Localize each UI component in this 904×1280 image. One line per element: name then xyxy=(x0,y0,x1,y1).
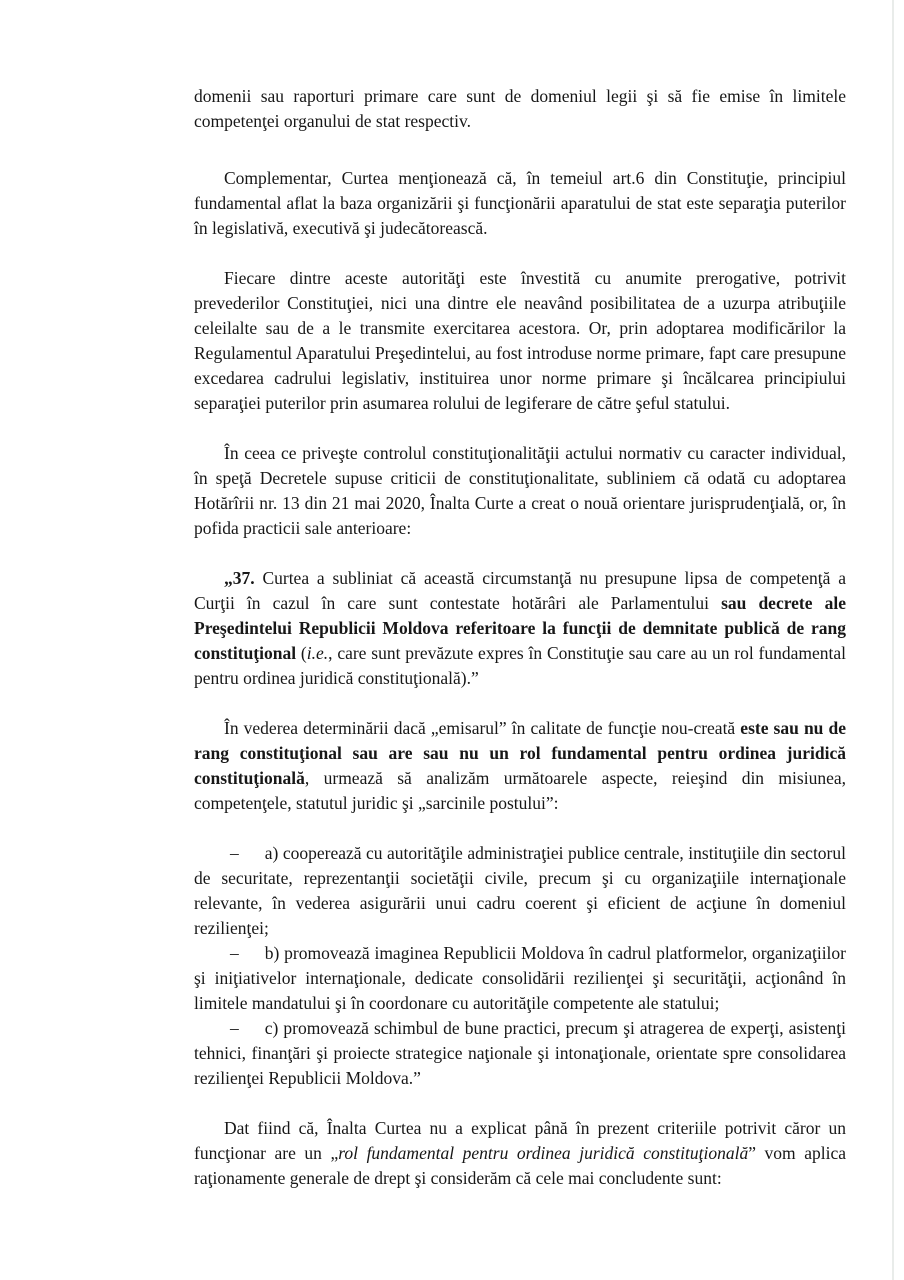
paragraph-dat-fiind xyxy=(194,1116,846,1191)
text-run: În vederea determinării dacă „emisarul” în calitate de funcţie nou-creată xyxy=(224,718,741,738)
paragraph-emisarul xyxy=(194,716,846,816)
paragraph-fiecare-autoritate xyxy=(194,266,846,416)
text-run: , care sunt prevăzute expres în Constituţie sau care au un rol fundamental pentru ordinea juridică constituţională).” xyxy=(194,643,846,688)
text-run: Fiecare dintre aceste autorităţi este învestită cu anumite prerogative, potrivit prevederilor Constituţiei, nici una dintre ele neavând posibilitatea de a uzurpa atribuţiile celeilalte sau de a le transmite exercitarea acestora. Or, prin adoptarea modificărilor la Regulamentul Aparatului Preşedintelui, au fost introduse norme primare, fapt care presupune excedarea cadrului legislativ, instituirea unor norme primare şi încălcarea principiului separaţiei puterilor prin asumarea rolului de legiferare de către şeful statului. xyxy=(194,268,846,413)
list-item-a xyxy=(194,841,846,941)
scan-edge-artifact xyxy=(892,0,894,1280)
document-body xyxy=(194,84,846,1216)
text-run: ( xyxy=(296,643,307,663)
text-run: – xyxy=(230,1018,239,1038)
paragraph-controlul-constitutionalitatii xyxy=(194,441,846,541)
text-run: sau decrete ale Preşedintelui Republicii Moldova referitoare la funcţii de demnitate publică de rang constituţional xyxy=(194,593,846,663)
text-run: rol fundamental pentru ordinea juridică constituţională xyxy=(338,1143,749,1163)
text-run: , urmează să analizăm următoarele aspecte, reieşind din misiunea, competenţele, statutul juridic şi „sarcinile postului”: xyxy=(194,768,846,813)
text-run: Complementar, Curtea menţionează că, în temeiul art.6 din Constituţie, principiul fundamental aflat la baza organizării şi funcţionării aparatului de stat este separaţia puterilor în legislativă, executivă şi judecătorească. xyxy=(194,168,846,238)
list-item-c xyxy=(194,1016,846,1091)
text-run: Dat fiind că, Înalta Curtea nu a explicat până în prezent criteriile potrivit căror un funcţionar are un „ xyxy=(194,1118,846,1163)
text-run: În ceea ce priveşte controlul constituţionalităţii actului normativ cu caracter individual, în speţă Decretele supuse criticii de constituţionalitate, subliniem că odată cu adoptarea Hotărîrii nr. 13 din 21 mai 2020, Înalta Curte a creat o nouă orientare jurisprudenţială, or, în pofida practicii sale anterioare: xyxy=(194,443,846,538)
text-run: este sau nu de rang constituţional sau are sau nu un rol fundamental pentru ordinea juridică constituţională xyxy=(194,718,846,788)
paragraph-continuation xyxy=(194,84,846,134)
paragraph-complementar xyxy=(194,166,846,241)
text-run: – xyxy=(230,943,239,963)
text-run: „37. xyxy=(224,568,255,588)
text-run: c) promovează schimbul de bune practici, precum şi atragerea de experţi, asistenţi tehnici, finanţări şi proiecte strategice naţionale şi intonaţionale, orientate spre consolidarea rezilienţei Republicii Moldova.” xyxy=(194,1018,846,1088)
text-run: domenii sau raporturi primare care sunt de domeniul legii şi să fie emise în limitele competenţei organului de stat respectiv. xyxy=(194,86,846,131)
text-run: a) cooperează cu autorităţile administraţiei publice centrale, instituţiile din sectorul de securitate, reprezentanţii societăţii civile, precum şi cu organizaţiile internaţionale relevante, în vederea asigurării unui cadru coerent şi eficient de acţiune în domeniul rezilienţei; xyxy=(194,843,846,938)
text-run: ” vom aplica raţionamente generale de drept şi considerăm că cele mai concludente sunt: xyxy=(194,1143,846,1188)
quote-paragraph-37 xyxy=(194,566,846,691)
text-run: Curtea a subliniat că această circumstanţă nu presupune lipsa de competenţă a Curţii în cazul în care sunt contestate hotărâri ale Parlamentului xyxy=(194,568,846,613)
text-run: – xyxy=(230,843,239,863)
text-run: i.e. xyxy=(306,643,329,663)
text-run: b) promovează imaginea Republicii Moldova în cadrul platformelor, organizaţiilor şi iniţiativelor internaţionale, dedicate consolidării rezilienţei şi securităţii, acţionând în limitele mandatului şi în coordonare cu autorităţile competente ale statului; xyxy=(194,943,846,1013)
list-item-b xyxy=(194,941,846,1016)
